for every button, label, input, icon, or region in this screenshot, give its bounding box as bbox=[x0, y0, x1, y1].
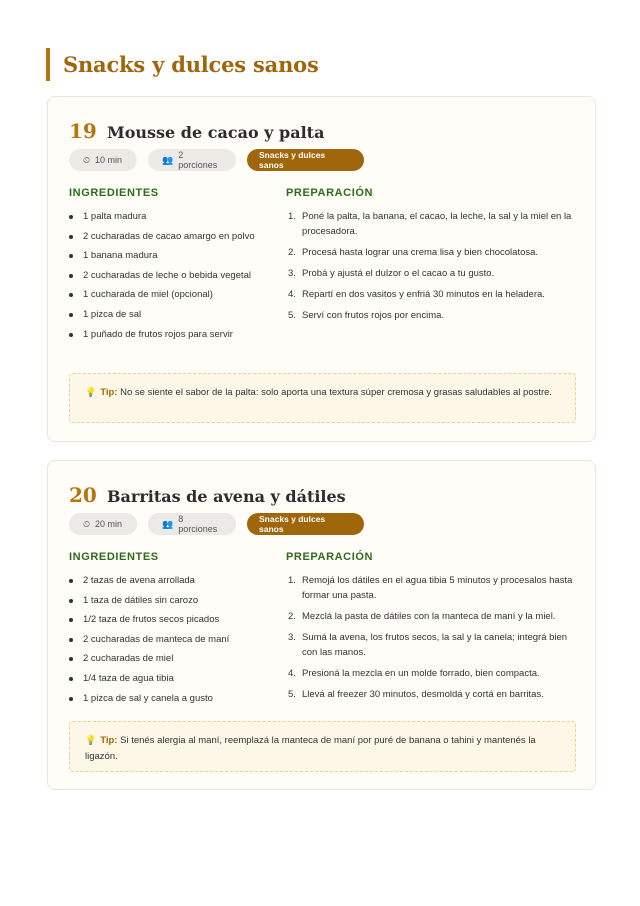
time-badge bbox=[69, 149, 137, 171]
time-value: 10 min bbox=[95, 155, 123, 165]
preparation-step: 2. Procesá hasta lograr una crema lisa y bien chocolatosa. bbox=[288, 247, 539, 258]
ingredient-item: 1/4 taza de agua tibia bbox=[69, 671, 269, 686]
time-value: 20 min bbox=[95, 519, 123, 529]
ingredients-list bbox=[69, 209, 269, 346]
tip-box bbox=[69, 373, 576, 423]
tip-text: Si tenés alergia al maní, reemplazá la manteca de maní por puré de banana o tahini y mantenés la ligazón. bbox=[85, 735, 536, 762]
tip-label: Tip: bbox=[100, 387, 118, 398]
step-text: Probá y ajustá el dulzor o el cacao a tu gusto. bbox=[302, 268, 495, 279]
recipe-card bbox=[47, 96, 596, 442]
preparation-step: 3. Sumá la avena, los frutos secos, la sal y la canela; integrá bien con las manos. bbox=[288, 632, 568, 658]
lightbulb-icon: 💡 bbox=[85, 387, 97, 397]
ingredients-heading: INGREDIENTES bbox=[69, 551, 159, 563]
ingredient-item: 2 cucharadas de miel bbox=[69, 651, 269, 666]
ingredient-item: 1 pizca de sal y canela a gusto bbox=[69, 691, 269, 706]
preparation-list bbox=[286, 209, 576, 329]
category-badge bbox=[247, 513, 364, 535]
recipe-number: 19 bbox=[69, 119, 97, 143]
timer-icon: ⏲ bbox=[83, 518, 91, 529]
time-badge bbox=[69, 513, 137, 535]
recipe-number: 20 bbox=[69, 483, 97, 507]
ingredients-list bbox=[69, 573, 269, 710]
ingredient-item: 1 puñado de frutos rojos para servir bbox=[69, 327, 269, 342]
preparation-step: 4. Repartí en dos vasitos y enfriá 30 minutos en la heladera. bbox=[288, 289, 545, 300]
servings-value: 2 porciones bbox=[178, 150, 218, 170]
step-text: Poné la palta, la banana, el cacao, la leche, la sal y la miel en la procesadora. bbox=[302, 211, 572, 237]
preparation-step: 1. Remojá los dátiles en el agua tibia 5 minutos y procesalos hasta formar una pasta. bbox=[288, 575, 573, 601]
preparation-step: 1. Poné la palta, la banana, el cacao, la leche, la sal y la miel en la procesadora. bbox=[288, 211, 572, 237]
ingredient-item: 2 cucharadas de cacao amargo en polvo bbox=[69, 229, 269, 244]
step-text: Repartí en dos vasitos y enfriá 30 minutos en la heladera. bbox=[302, 289, 545, 300]
preparation-step: 5. Serví con frutos rojos por encima. bbox=[288, 310, 445, 321]
preparation-step: 5. Llevá al freezer 30 minutos, desmoldá y cortá en barritas. bbox=[288, 689, 544, 700]
timer-icon: ⏲ bbox=[83, 154, 91, 165]
people-icon: 👥 bbox=[162, 518, 174, 529]
category-label: Snacks y dulces sanos bbox=[259, 514, 326, 534]
ingredient-item: 1 banana madura bbox=[69, 248, 269, 263]
ingredient-item: 1 pizca de sal bbox=[69, 307, 269, 322]
ingredient-item: 1 cucharada de miel (opcional) bbox=[69, 287, 269, 302]
servings-badge bbox=[148, 149, 236, 171]
recipe-card bbox=[47, 460, 596, 790]
step-text: Serví con frutos rojos por encima. bbox=[302, 310, 445, 321]
recipe-meta bbox=[69, 149, 364, 171]
preparation-list bbox=[286, 573, 576, 708]
category-label: Snacks y dulces sanos bbox=[259, 150, 326, 170]
recipe-meta bbox=[69, 513, 364, 535]
servings-badge bbox=[148, 513, 236, 535]
servings-value: 8 porciones bbox=[178, 514, 218, 534]
lightbulb-icon: 💡 bbox=[85, 735, 97, 745]
step-text: Sumá la avena, los frutos secos, la sal y la canela; integrá bien con las manos. bbox=[302, 632, 568, 658]
recipe-header bbox=[69, 119, 324, 143]
preparation-heading: PREPARACIÓN bbox=[286, 187, 374, 199]
ingredient-item: 1 taza de dátiles sin carozo bbox=[69, 593, 269, 608]
ingredients-heading: INGREDIENTES bbox=[69, 187, 159, 199]
people-icon: 👥 bbox=[162, 154, 174, 165]
ingredient-item: 2 cucharadas de manteca de maní bbox=[69, 632, 269, 647]
step-text: Remojá los dátiles en el agua tibia 5 minutos y procesalos hasta formar una pasta. bbox=[302, 575, 573, 601]
step-text: Mezclá la pasta de dátiles con la manteca de maní y la miel. bbox=[302, 611, 556, 622]
category-badge bbox=[247, 149, 364, 171]
tip-box bbox=[69, 721, 576, 772]
ingredient-item: 1 palta madura bbox=[69, 209, 269, 224]
step-text: Procesá hasta lograr una crema lisa y bien chocolatosa. bbox=[302, 247, 539, 258]
recipe-header bbox=[69, 483, 346, 507]
preparation-step: 2. Mezclá la pasta de dátiles con la manteca de maní y la miel. bbox=[288, 611, 556, 622]
section-header bbox=[46, 48, 319, 81]
recipe-title: Mousse de cacao y palta bbox=[107, 123, 325, 142]
tip-label: Tip: bbox=[100, 735, 118, 746]
step-text: Presioná la mezcla en un molde forrado, bien compacta. bbox=[302, 668, 540, 679]
preparation-heading: PREPARACIÓN bbox=[286, 551, 374, 563]
ingredient-item: 2 tazas de avena arrollada bbox=[69, 573, 269, 588]
recipe-title: Barritas de avena y dátiles bbox=[107, 487, 346, 506]
tip-text: No se siente el sabor de la palta: solo aporta una textura súper cremosa y grasas saludables al postre. bbox=[120, 387, 553, 398]
step-text: Llevá al freezer 30 minutos, desmoldá y cortá en barritas. bbox=[302, 689, 544, 700]
preparation-step: 3. Probá y ajustá el dulzor o el cacao a tu gusto. bbox=[288, 268, 495, 279]
preparation-step: 4. Presioná la mezcla en un molde forrado, bien compacta. bbox=[288, 668, 540, 679]
ingredient-item: 1/2 taza de frutos secos picados bbox=[69, 612, 269, 627]
section-title: Snacks y dulces sanos bbox=[63, 52, 319, 77]
ingredient-item: 2 cucharadas de leche o bebida vegetal bbox=[69, 268, 269, 283]
